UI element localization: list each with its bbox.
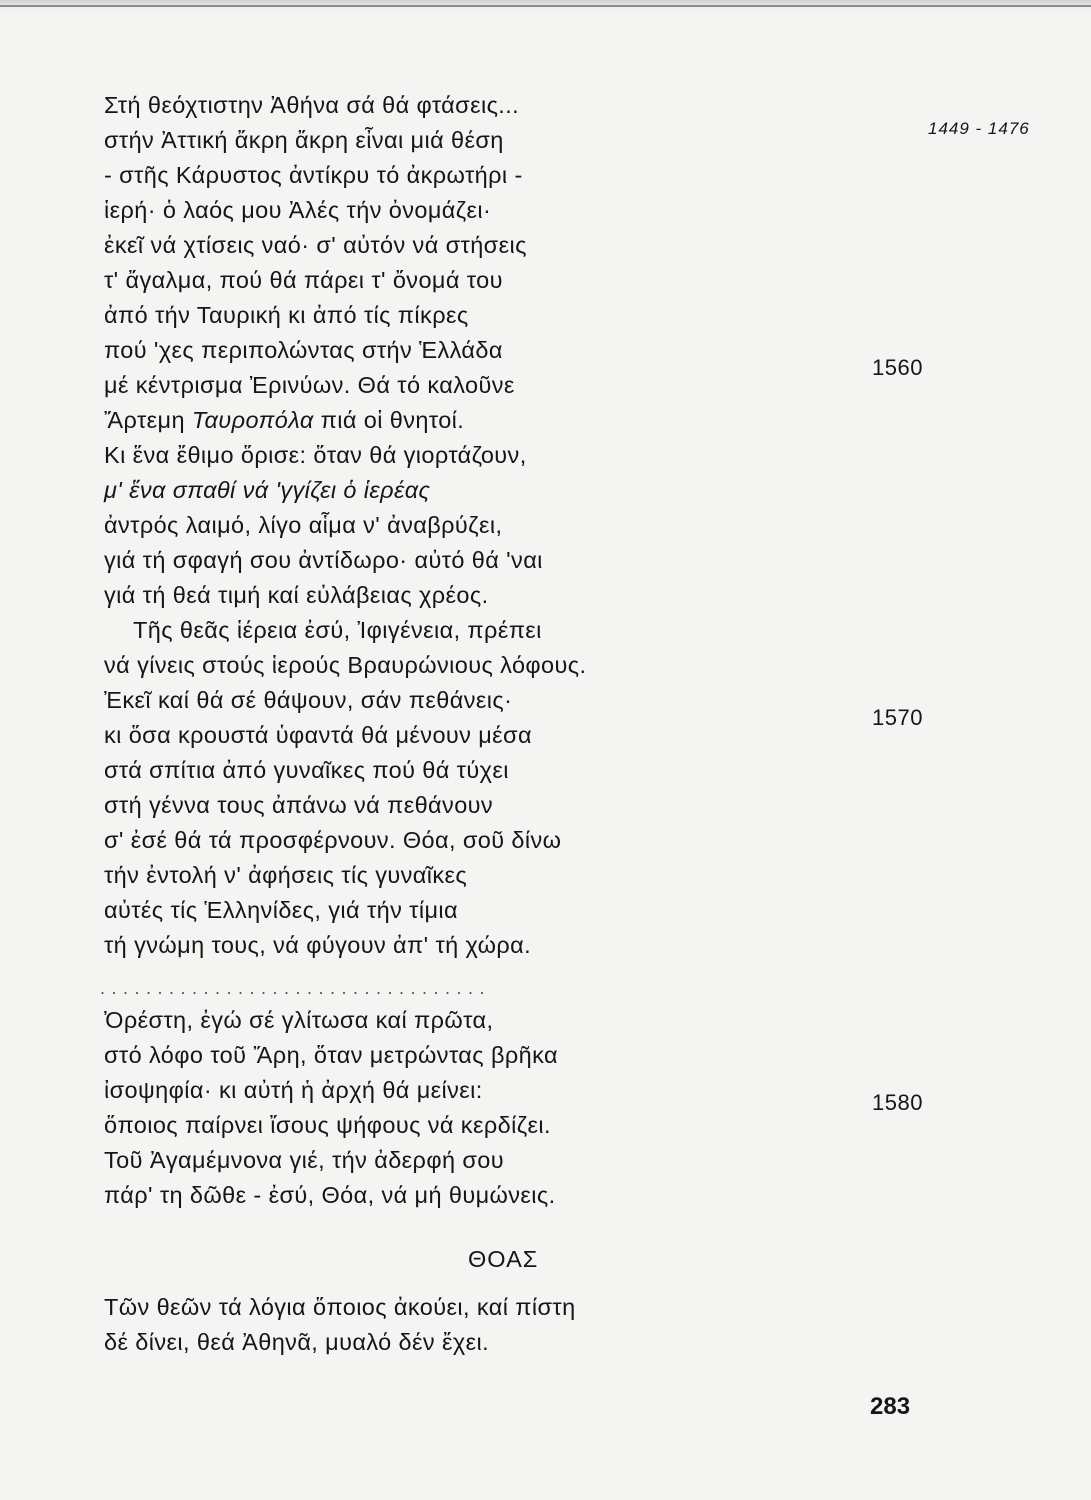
verse-line: γιά τή θεά τιμή καί εὐλάβειας χρέος.	[104, 582, 489, 608]
verse-line: Ὀρέστη, ἐγώ σέ γλίτωσα καί πρῶτα,	[104, 1007, 494, 1033]
line-number-1570: 1570	[872, 705, 923, 730]
verse-line: πού 'χες περιπολώντας στήν Ἑλλάδα	[104, 337, 503, 363]
speaker-name: ΘΟΑΣ	[468, 1246, 539, 1272]
page-number: 283	[870, 1393, 911, 1420]
epithet-italic: Ταυροπόλα	[191, 407, 314, 433]
verse-line: σ' ἐσέ θά τά προσφέρνουν. Θόα, σοῦ δίνω	[104, 827, 562, 853]
verse-line: Ἐκεῖ καί θά σέ θάψουν, σάν πεθάνεις·	[104, 687, 513, 713]
verse-line: γιά τή σφαγή σου ἀντίδωρο· αὐτό θά 'ναι	[104, 547, 543, 573]
line-number-1560: 1560	[872, 355, 923, 380]
verse-line: κι ὅσα κρουστά ὑφαντά θά μένουν μέσα	[104, 722, 532, 748]
verse-line: ἰσοψηφία· κι αὐτή ἡ ἀρχή θά μείνει:	[104, 1077, 483, 1103]
verse-line: ἐκεῖ νά χτίσεις ναό· σ' αὐτόν νά στήσεις	[104, 232, 527, 258]
verse-line: μέ κέντρισμα Ἐρινύων. Θά τό καλοῦνε	[104, 372, 515, 398]
verse-line: ἱερή· ὁ λαός μου Ἀλές τήν ὀνομάζει·	[104, 197, 492, 223]
verse-text: Ἄρτεμη	[104, 407, 192, 433]
verse-line: τ' ἄγαλμα, πού θά πάρει τ' ὄνομά του	[104, 267, 503, 293]
verse-line: ἀπό τήν Ταυρική κι ἀπό τίς πίκρες	[104, 302, 469, 328]
verse-line: Τῆς θεᾶς ἱέρεια ἐσύ, Ἰφιγένεια, πρέπει	[133, 617, 542, 643]
omission-separator: ..................................	[100, 978, 492, 998]
verse-line: πάρ' τη δῶθε - ἐσύ, Θόα, νά μή θυμώνεις.	[104, 1182, 556, 1208]
verse-line: τή γνώμη τους, νά φύγουν ἀπ' τή χώρα.	[104, 932, 532, 958]
line-reference: 1449 - 1476	[928, 119, 1030, 138]
verse-line: τήν ἐντολή ν' ἀφήσεις τίς γυναῖκες	[104, 862, 468, 888]
verse-line: στήν Ἀττική ἄκρη ἄκρη εἶναι μιά θέση	[104, 127, 504, 153]
verse-text: πιά οἱ θνητοί.	[313, 407, 465, 433]
verse-line: Τοῦ Ἀγαμέμνονα γιέ, τήν ἀδερφή σου	[104, 1147, 504, 1173]
verse-line: ὅποιος παίρνει ἴσους ψήφους νά κερδίζει.	[104, 1112, 551, 1138]
verse-line: δέ δίνει, θεά Ἀθηνᾶ, μυαλό δέν ἔχει.	[104, 1329, 490, 1355]
verse-line: Τῶν θεῶν τά λόγια ὅποιος ἀκούει, καί πίστη	[104, 1294, 576, 1320]
verse-line: Στή θεόχτιστην Ἀθήνα σά θά φτάσεις...	[104, 92, 520, 118]
verse-line: νά γίνεις στούς ἱερούς Βραυρώνιους λόφους.	[104, 652, 587, 678]
verse-line: - στῆς Κάρυστος ἀντίκρυ τό ἀκρωτήρι -	[104, 162, 523, 188]
verse-line: αὐτές τίς Ἑλληνίδες, γιά τήν τίμια	[104, 897, 459, 923]
verse-line: Κι ἕνα ἔθιμο ὅρισε: ὅταν θά γιορτάζουν,	[104, 442, 527, 468]
verse-line: ἀντρός λαιμό, λίγο αἷμα ν' ἀναβρύζει,	[104, 512, 503, 538]
verse-line: στό λόφο τοῦ Ἄρη, ὅταν μετρώντας βρῆκα	[104, 1042, 558, 1068]
verse-line: στά σπίτια ἀπό γυναῖκες πού θά τύχει	[104, 757, 509, 783]
verse-line	[104, 405, 464, 435]
page-top-line	[0, 5, 1091, 7]
verse-line: στή γέννα τους ἀπάνω νά πεθάνουν	[104, 792, 494, 818]
verse-line-italic: μ' ἕνα σπαθί νά 'γγίζει ὁ ἱερέας	[104, 477, 431, 503]
line-number-1580: 1580	[872, 1090, 923, 1115]
